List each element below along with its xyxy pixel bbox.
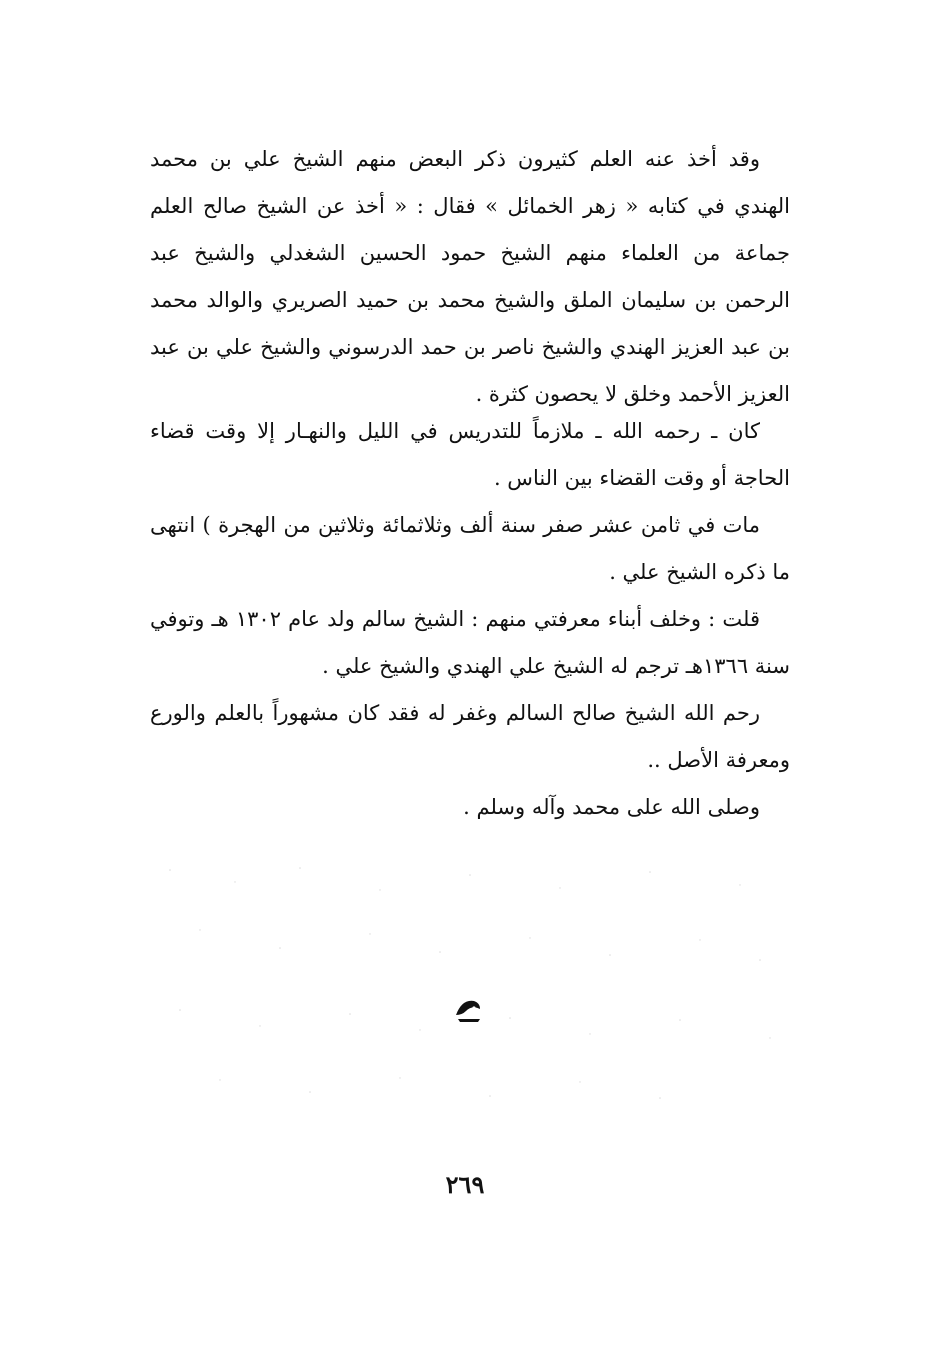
- paragraph-closing: [150, 784, 790, 831]
- paragraph-text: قلت : وخلف أبناء معرفتي منهم : الشيخ سالم ولد عام ١٣٠٢ هـ وتوفي سنة ١٣٦٦هـ ترجم له الشيخ علي الهندي والشيخ علي .: [150, 607, 790, 678]
- paragraph-teaching: [150, 408, 790, 502]
- paragraph-text: وقد أخذ عنه العلم كثيرون ذكر البعض منهم الشيخ علي بن محمد الهندي في كتابه « زهر الخمائل » فقال : « أخذ عن الشيخ صالح العلم جماعة من العلماء منهم الشيخ حمود الحسين الشغدلي والشيخ عبد الرحمن بن سليمان الملق والشيخ محمد بن حميد الصريري والوالد محمد بن عبد العزيز الهندي والشيخ ناصر بن حمد الدرسوني والشيخ علي بن عبد العزيز الأحمد وخلق لا يحصون كثرة .: [150, 147, 790, 406]
- paragraph-prayer: [150, 690, 790, 784]
- paragraph-descendants: [150, 596, 790, 690]
- paragraph-teachers: [150, 136, 790, 418]
- scan-noise: [140, 830, 800, 1110]
- paragraph-death: [150, 502, 790, 596]
- paragraph-text: رحم الله الشيخ صالح السالم وغفر له فقد كان مشهوراً بالعلم والورع ومعرفة الأصل ..: [150, 701, 790, 772]
- page-number: ٢٦٩: [445, 1170, 485, 1199]
- paragraph-text: مات في ثامن عشر صفر سنة ألف وثلاثمائة وثلاثين من الهجرة ) انتهى ما ذكره الشيخ علي .: [150, 513, 790, 584]
- paragraph-text: وصلى الله على محمد وآله وسلم .: [463, 795, 760, 819]
- fleuron-icon: [450, 995, 486, 1025]
- paragraph-text: كان ـ رحمه الله ـ ملازماً للتدريس في الليل والنهـار إلا وقت قضاء الحاجة أو وقت القضاء بين الناس .: [150, 419, 790, 490]
